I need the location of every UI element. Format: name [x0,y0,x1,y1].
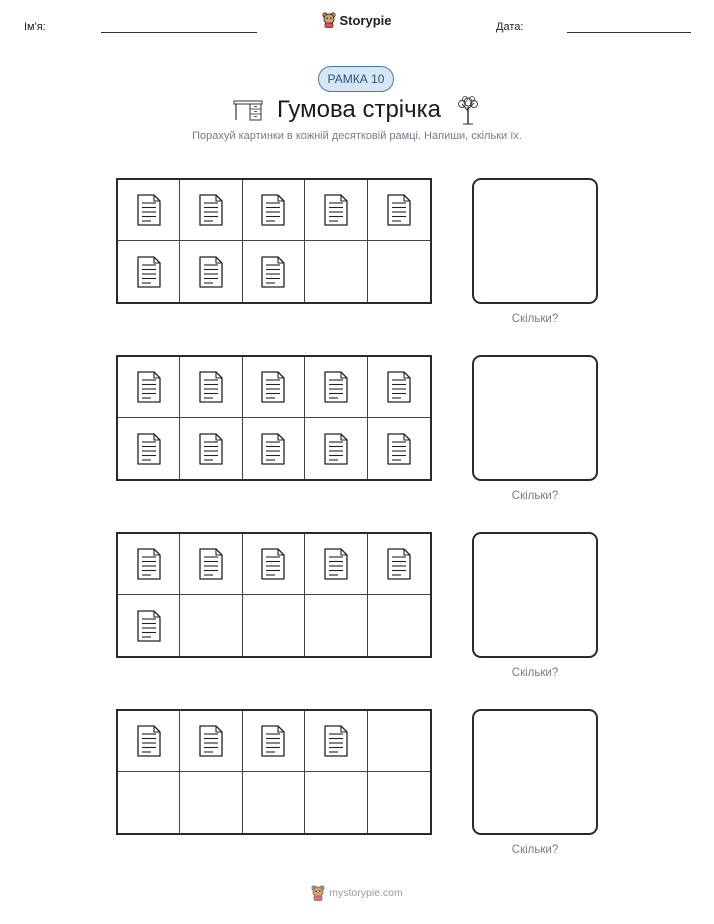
ten-frame-cell [180,418,242,479]
document-icon [322,192,350,228]
answer-box-4[interactable] [472,709,598,835]
document-icon [197,254,225,290]
footer-url: mystorypie.com [329,887,403,899]
ten-frame-cell [368,418,430,479]
document-icon [135,254,163,290]
ten-frame-cell [180,357,242,418]
document-icon [322,369,350,405]
ten-frame-cell [118,534,180,595]
ten-frame-cell [368,180,430,241]
title-row [0,90,714,130]
ten-frame-cell [368,534,430,595]
document-icon [385,369,413,405]
ten-frame-2 [116,355,432,481]
ten-frame-cell [243,711,305,772]
page-title: Гумова стрічка [276,96,441,123]
how-many-label-1: Скільки? [511,313,559,325]
how-many-label-2: Скільки? [511,490,559,502]
document-icon [385,431,413,467]
document-icon [135,431,163,467]
ten-frame-cell [118,772,180,833]
ten-frame-cell [118,357,180,418]
ten-frame-cell [368,711,430,772]
ten-frame-cell [305,418,367,479]
document-icon [197,723,225,759]
document-icon [135,608,163,644]
ten-frame-cell [305,241,367,302]
answer-box-1[interactable] [472,178,598,304]
date-label: Дата: [496,21,524,33]
document-icon [135,192,163,228]
level-badge: РАМКА 10 [318,66,394,92]
ten-frame-cell [305,595,367,656]
ten-frame-cell [118,180,180,241]
ten-frame-cell [305,711,367,772]
document-icon [322,723,350,759]
ten-frame-cell [243,772,305,833]
ten-frame-cell [243,241,305,302]
document-icon [259,369,287,405]
ten-frame-cell [305,180,367,241]
bear-mascot-icon [322,12,336,28]
ten-frame-cell [180,534,242,595]
name-line[interactable] [101,32,257,33]
answer-box-2[interactable] [472,355,598,481]
ten-frame-1 [116,178,432,304]
answer-box-3[interactable] [472,532,598,658]
ten-frame-cell [243,180,305,241]
name-label: Ім'я: [24,21,46,33]
ten-frame-cell [243,418,305,479]
document-icon [135,546,163,582]
ten-frame-cell [305,772,367,833]
tree-icon [455,95,481,125]
desk-icon [233,98,263,122]
ten-frame-cell [305,534,367,595]
document-icon [197,431,225,467]
ten-frame-cell [243,595,305,656]
document-icon [385,546,413,582]
document-icon [259,431,287,467]
bear-mascot-icon [311,885,325,901]
document-icon [322,431,350,467]
ten-frame-cell [368,241,430,302]
brand-name: Storypie [339,12,392,28]
ten-frame-cell [118,711,180,772]
ten-frame-cell [180,711,242,772]
ten-frame-cell [118,241,180,302]
document-icon [197,192,225,228]
ten-frame-cell [180,241,242,302]
ten-frame-cell [368,772,430,833]
document-icon [135,723,163,759]
brand-logo [0,12,714,31]
document-icon [197,546,225,582]
ten-frame-3 [116,532,432,658]
ten-frame-cell [305,357,367,418]
document-icon [197,369,225,405]
ten-frame-cell [368,595,430,656]
ten-frame-cell [180,595,242,656]
document-icon [259,254,287,290]
ten-frame-cell [368,357,430,418]
instructions: Порахуй картинки в кожній десятковій рамці. Напиши, скільки їх. [192,130,522,142]
ten-frame-cell [118,418,180,479]
ten-frame-cell [180,772,242,833]
ten-frame-4 [116,709,432,835]
document-icon [259,546,287,582]
how-many-label-3: Скільки? [511,667,559,679]
footer [0,885,714,904]
ten-frame-cell [243,534,305,595]
document-icon [259,192,287,228]
document-icon [259,723,287,759]
document-icon [385,192,413,228]
how-many-label-4: Скільки? [511,844,559,856]
ten-frame-cell [180,180,242,241]
document-icon [322,546,350,582]
ten-frame-cell [243,357,305,418]
ten-frame-cell [118,595,180,656]
document-icon [135,369,163,405]
date-line[interactable] [567,32,691,33]
